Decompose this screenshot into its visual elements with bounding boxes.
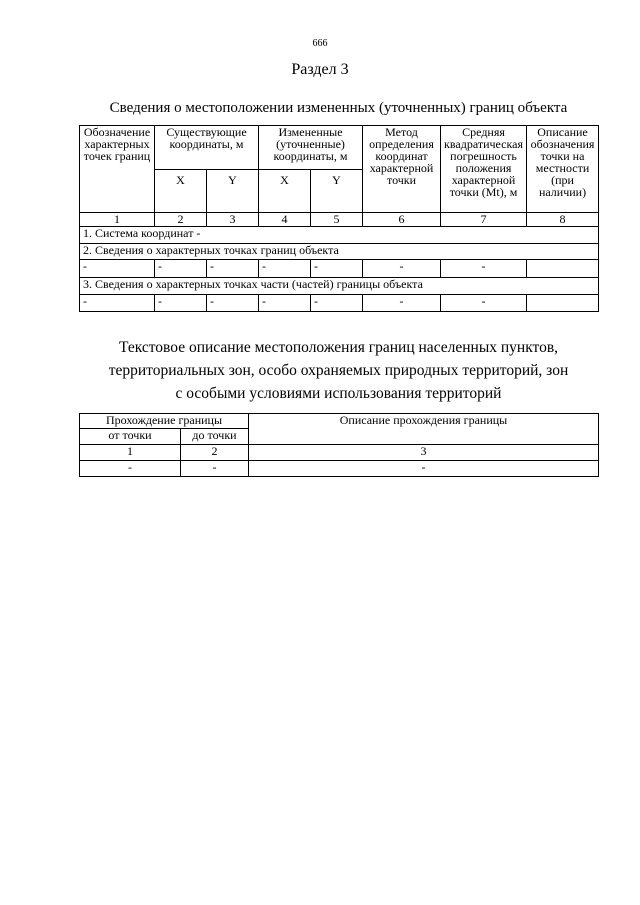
table-cell: - xyxy=(259,260,311,278)
text-description-line: Текстовое описание местоположения границ населенных пунктов, xyxy=(118,339,559,356)
table-cell: - xyxy=(363,295,441,312)
header-boundary-passage: Прохождение границы xyxy=(80,414,249,429)
col-number: 1 xyxy=(80,445,181,461)
col-number: 4 xyxy=(259,213,311,227)
header-passage-description: Описание прохождения границы xyxy=(249,414,599,445)
header-error: Средняя квадратическая погрешность положения характерной точки (Mt), м xyxy=(441,126,527,213)
col-number: 3 xyxy=(249,445,599,461)
col-number: 2 xyxy=(181,445,249,461)
table-cell: - xyxy=(155,260,207,278)
table-cell: - xyxy=(80,260,155,278)
row-boundary-points: 2. Сведения о характерных точках границ объекта xyxy=(80,244,599,260)
col-number: 5 xyxy=(311,213,363,227)
row-coordinate-system: 1. Система координат - xyxy=(80,227,599,244)
table-cell xyxy=(527,295,599,312)
header-from-point: от точки xyxy=(80,429,181,445)
table-cell: - xyxy=(311,260,363,278)
col-number: 1 xyxy=(80,213,155,227)
header-description: Описание обозначения точки на местности (при наличии) xyxy=(527,126,599,213)
col-number: 3 xyxy=(207,213,259,227)
table-cell: - xyxy=(311,295,363,312)
row-part-boundary-points: 3. Сведения о характерных точках части (частей) границы объекта xyxy=(80,278,599,295)
col-number: 6 xyxy=(363,213,441,227)
table-cell: - xyxy=(249,461,599,477)
table-cell: - xyxy=(181,461,249,477)
text-description-heading xyxy=(79,336,598,405)
col-number: 7 xyxy=(441,213,527,227)
col-number: 8 xyxy=(527,213,599,227)
table-cell: - xyxy=(155,295,207,312)
table-cell: - xyxy=(441,295,527,312)
header-existing-x: X xyxy=(155,170,207,213)
text-description-line: с особыми условиями использования территорий xyxy=(175,385,502,402)
table-cell: - xyxy=(441,260,527,278)
boundary-coordinates-table xyxy=(79,125,599,312)
header-to-point: до точки xyxy=(181,429,249,445)
header-changed-coordinates: Измененные (уточненные) координаты, м xyxy=(259,126,363,170)
table-cell xyxy=(527,260,599,278)
header-changed-y: Y xyxy=(311,170,363,213)
table-cell: - xyxy=(259,295,311,312)
boundary-description-table xyxy=(79,413,599,477)
text-description-line: территориальных зон, особо охраняемых природных территорий, зон xyxy=(108,362,569,379)
table-cell: - xyxy=(80,295,155,312)
table1-title: Сведения о местоположении измененных (уточненных) границ объекта xyxy=(109,100,568,116)
table-cell: - xyxy=(207,295,259,312)
col-number: 2 xyxy=(155,213,207,227)
header-method: Метод определения координат характерной точки xyxy=(363,126,441,213)
table-cell: - xyxy=(80,461,181,477)
header-existing-coordinates: Существующие координаты, м xyxy=(155,126,259,170)
section-title: Раздел 3 xyxy=(291,61,349,78)
header-point-designation: Обозначение характерных точек границ xyxy=(80,126,155,213)
table-cell: - xyxy=(207,260,259,278)
header-existing-y: Y xyxy=(207,170,259,213)
table-cell: - xyxy=(363,260,441,278)
header-changed-x: X xyxy=(259,170,311,213)
page-number: 666 xyxy=(312,38,328,49)
